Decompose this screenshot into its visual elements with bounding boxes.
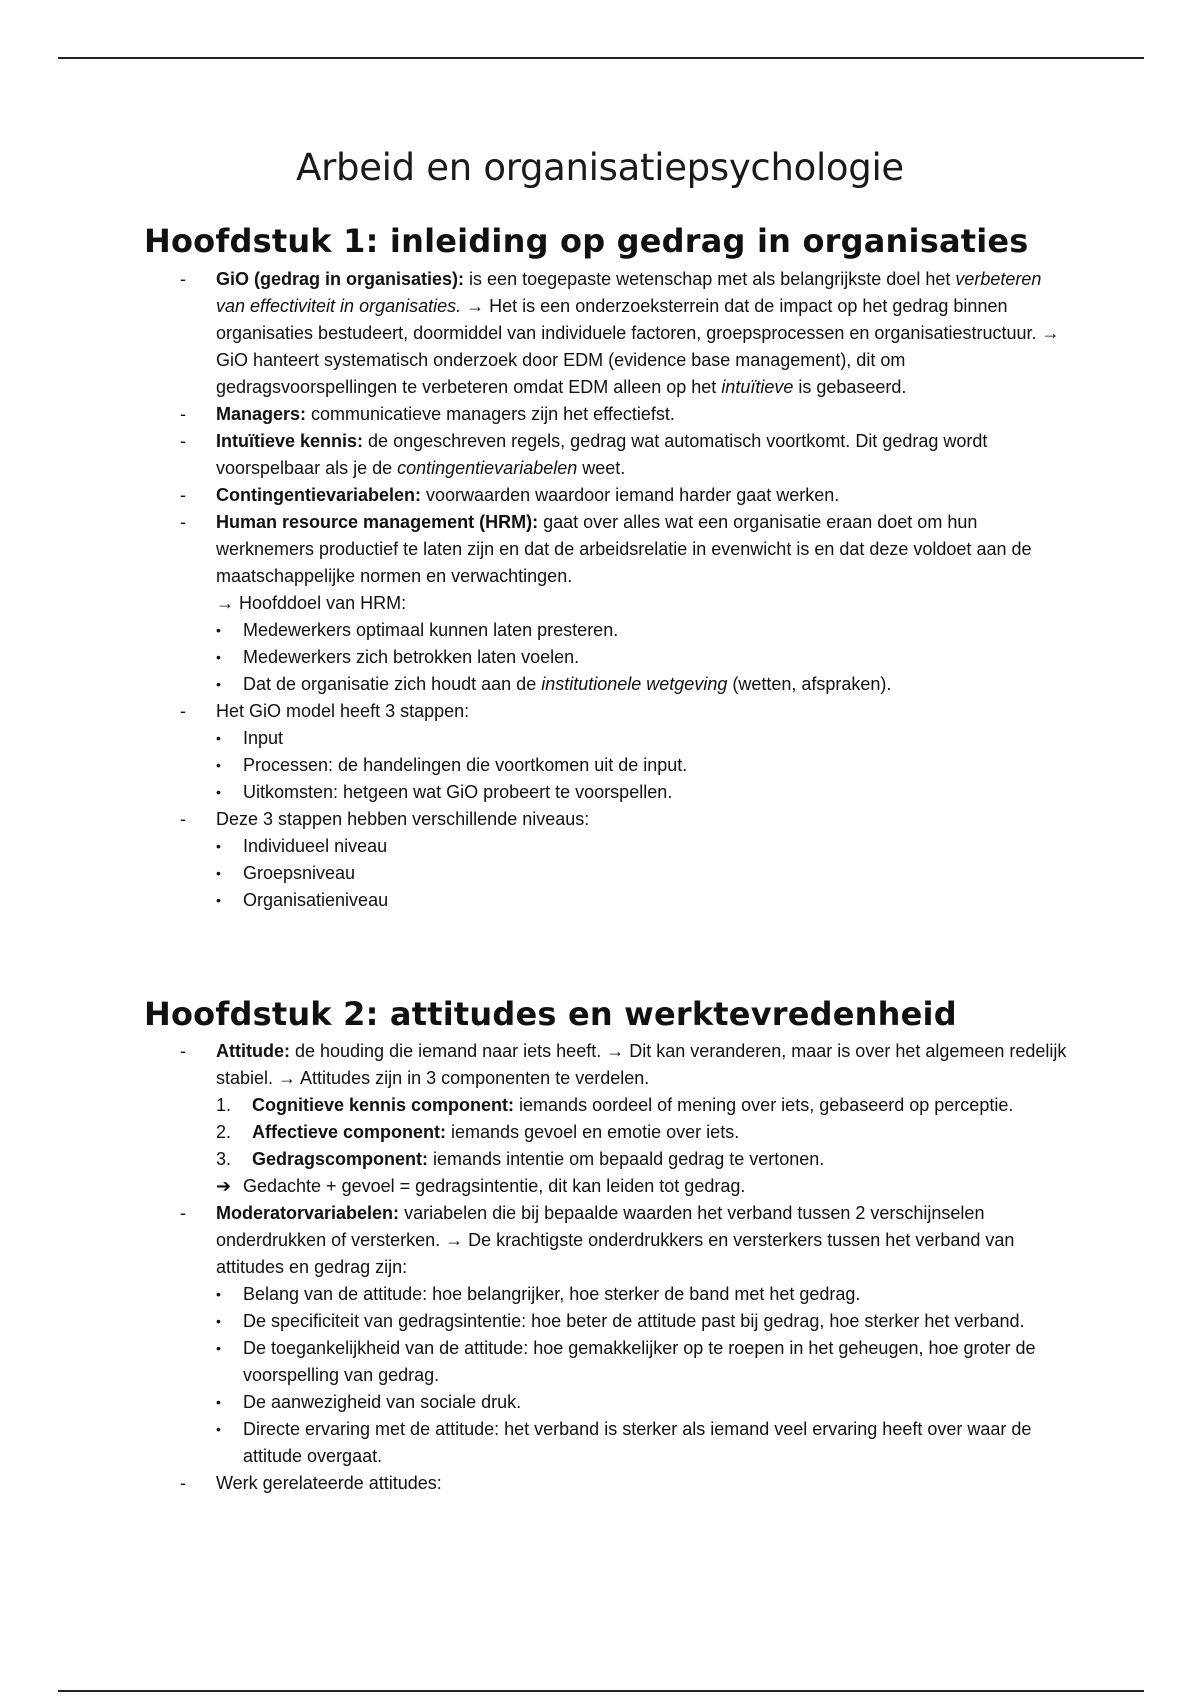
- bullet-marker: •: [216, 784, 221, 800]
- level-item: • Groepsniveau: [170, 860, 1070, 887]
- dash-marker: -: [180, 1473, 186, 1493]
- dash-marker: -: [180, 404, 186, 424]
- level-item: • Organisatieniveau: [170, 887, 1070, 914]
- hrm-bullet: • Medewerkers zich betrokken laten voelen.: [170, 644, 1070, 671]
- component-item: 1. Cognitieve kennis component: iemands oordeel of mening over iets, gebaseerd op perceptie.: [216, 1092, 1070, 1119]
- bullet-marker: •: [216, 649, 221, 665]
- number-marker: 1.: [216, 1095, 232, 1115]
- dash-marker: -: [180, 1041, 186, 1061]
- moderator-bullet: • Directe ervaring met de attitude: het verband is sterker als iemand veel ervaring heeft over waar de attitude overgaat.: [170, 1416, 1070, 1470]
- bullet-marker: •: [216, 1421, 221, 1437]
- list-item-levels: - Deze 3 stappen hebben verschillende niveaus:: [170, 806, 1070, 833]
- bullet-marker: •: [216, 622, 221, 638]
- list-item-gio: - GiO (gedrag in organisaties): is een toegepaste wetenschap met als belangrijkste doel het verbeteren van effectiviteit in organisaties. → Het is een onderzoeksterrein dat de impact op het gedrag binnen organisaties bestudeert, doormiddel van individuele factoren, groepsprocessen en organisatiestructuur. → GiO hanteert systematisch onderzoek door EDM (evidence base management), dit om gedragsvoorspellingen te verbeteren omdat EDM alleen op het intuïtieve is gebaseerd.: [170, 266, 1070, 401]
- bullet-marker: •: [216, 1394, 221, 1410]
- document-title: Arbeid en organisatiepsychologie: [296, 146, 904, 189]
- bullet-marker: •: [216, 757, 221, 773]
- model-step: • Processen: de handelingen die voortkomen uit de input.: [170, 752, 1070, 779]
- component-item: 2. Affectieve component: iemands gevoel en emotie over iets.: [216, 1119, 1070, 1146]
- bottom-rule: [58, 1690, 1144, 1692]
- top-rule: [58, 57, 1144, 59]
- hrm-bullet: • Dat de organisatie zich houdt aan de institutionele wetgeving (wetten, afspraken).: [170, 671, 1070, 698]
- chapter-1-content: [170, 266, 1070, 914]
- bullet-marker: •: [216, 865, 221, 881]
- bullet-marker: •: [216, 1286, 221, 1302]
- hrm-goal-label: → Hoofddoel van HRM:: [216, 593, 407, 613]
- number-marker: 2.: [216, 1122, 232, 1142]
- dash-marker: -: [180, 269, 186, 289]
- dash-marker: -: [180, 485, 186, 505]
- moderator-bullet: • De toegankelijkheid van de attitude: hoe gemakkelijker op te roepen in het geheugen, hoe groter de voorspelling van gedrag.: [170, 1335, 1070, 1389]
- list-item-contingency: - Contingentievariabelen: voorwaarden waardoor iemand harder gaat werken.: [170, 482, 1070, 509]
- bullet-marker: •: [216, 730, 221, 746]
- bullet-marker: •: [216, 1313, 221, 1329]
- dash-marker: -: [180, 809, 186, 829]
- dash-marker: -: [180, 431, 186, 451]
- arrow-icon: ➔: [216, 1176, 232, 1196]
- list-item-work-attitudes: - Werk gerelateerde attitudes:: [170, 1470, 1070, 1497]
- dash-marker: -: [180, 701, 186, 721]
- dash-marker: -: [180, 512, 186, 532]
- list-item-attitude: - Attitude: de houding die iemand naar iets heeft. → Dit kan veranderen, maar is over het algemeen redelijk stabiel. → Attitudes zijn in 3 componenten te verdelen.: [170, 1038, 1070, 1092]
- dash-marker: -: [180, 1203, 186, 1223]
- list-item-managers: - Managers: communicatieve managers zijn het effectiefst.: [170, 401, 1070, 428]
- list-item-moderator: - Moderatorvariabelen: variabelen die bij bepaalde waarden het verband tussen 2 verschijnselen onderdrukken of versterken. → De krachtigste onderdrukkers en versterkers tussen het verband van attitudes en gedrag zijn:: [170, 1200, 1070, 1281]
- bullet-marker: •: [216, 676, 221, 692]
- bullet-marker: •: [216, 1340, 221, 1356]
- formula-line: ➔ Gedachte + gevoel = gedragsintentie, dit kan leiden tot gedrag.: [170, 1173, 1070, 1200]
- moderator-bullet: • Belang van de attitude: hoe belangrijker, hoe sterker de band met het gedrag.: [170, 1281, 1070, 1308]
- model-step: • Input: [170, 725, 1070, 752]
- level-item: • Individueel niveau: [170, 833, 1070, 860]
- model-step: • Uitkomsten: hetgeen wat GiO probeert te voorspellen.: [170, 779, 1070, 806]
- moderator-bullet: • De aanwezigheid van sociale druk.: [170, 1389, 1070, 1416]
- chapter-2-content: [170, 1038, 1070, 1497]
- list-item-intuitive: - Intuïtieve kennis: de ongeschreven regels, gedrag wat automatisch voortkomt. Dit gedrag wordt voorspelbaar als je de contingentievariabelen weet.: [170, 428, 1070, 482]
- list-item-hrm: - Human resource management (HRM): gaat over alles wat een organisatie eraan doet om hun werknemers productief te laten zijn en dat de arbeidsrelatie in evenwicht is en dat deze voldoet aan de maatschappelijke normen en verwachtingen. → Hoofddoel van HRM:: [170, 509, 1070, 617]
- number-marker: 3.: [216, 1149, 232, 1169]
- chapter-2-heading: Hoofdstuk 2: attitudes en werktevredenheid: [144, 995, 957, 1033]
- list-item-model: - Het GiO model heeft 3 stappen:: [170, 698, 1070, 725]
- component-item: 3. Gedragscomponent: iemands intentie om bepaald gedrag te vertonen.: [216, 1146, 1070, 1173]
- hrm-bullet: • Medewerkers optimaal kunnen laten presteren.: [170, 617, 1070, 644]
- bullet-marker: •: [216, 892, 221, 908]
- bullet-marker: •: [216, 838, 221, 854]
- moderator-bullet: • De specificiteit van gedragsintentie: hoe beter de attitude past bij gedrag, hoe sterker het verband.: [170, 1308, 1070, 1335]
- chapter-1-heading: Hoofdstuk 1: inleiding op gedrag in organisaties: [144, 222, 1029, 260]
